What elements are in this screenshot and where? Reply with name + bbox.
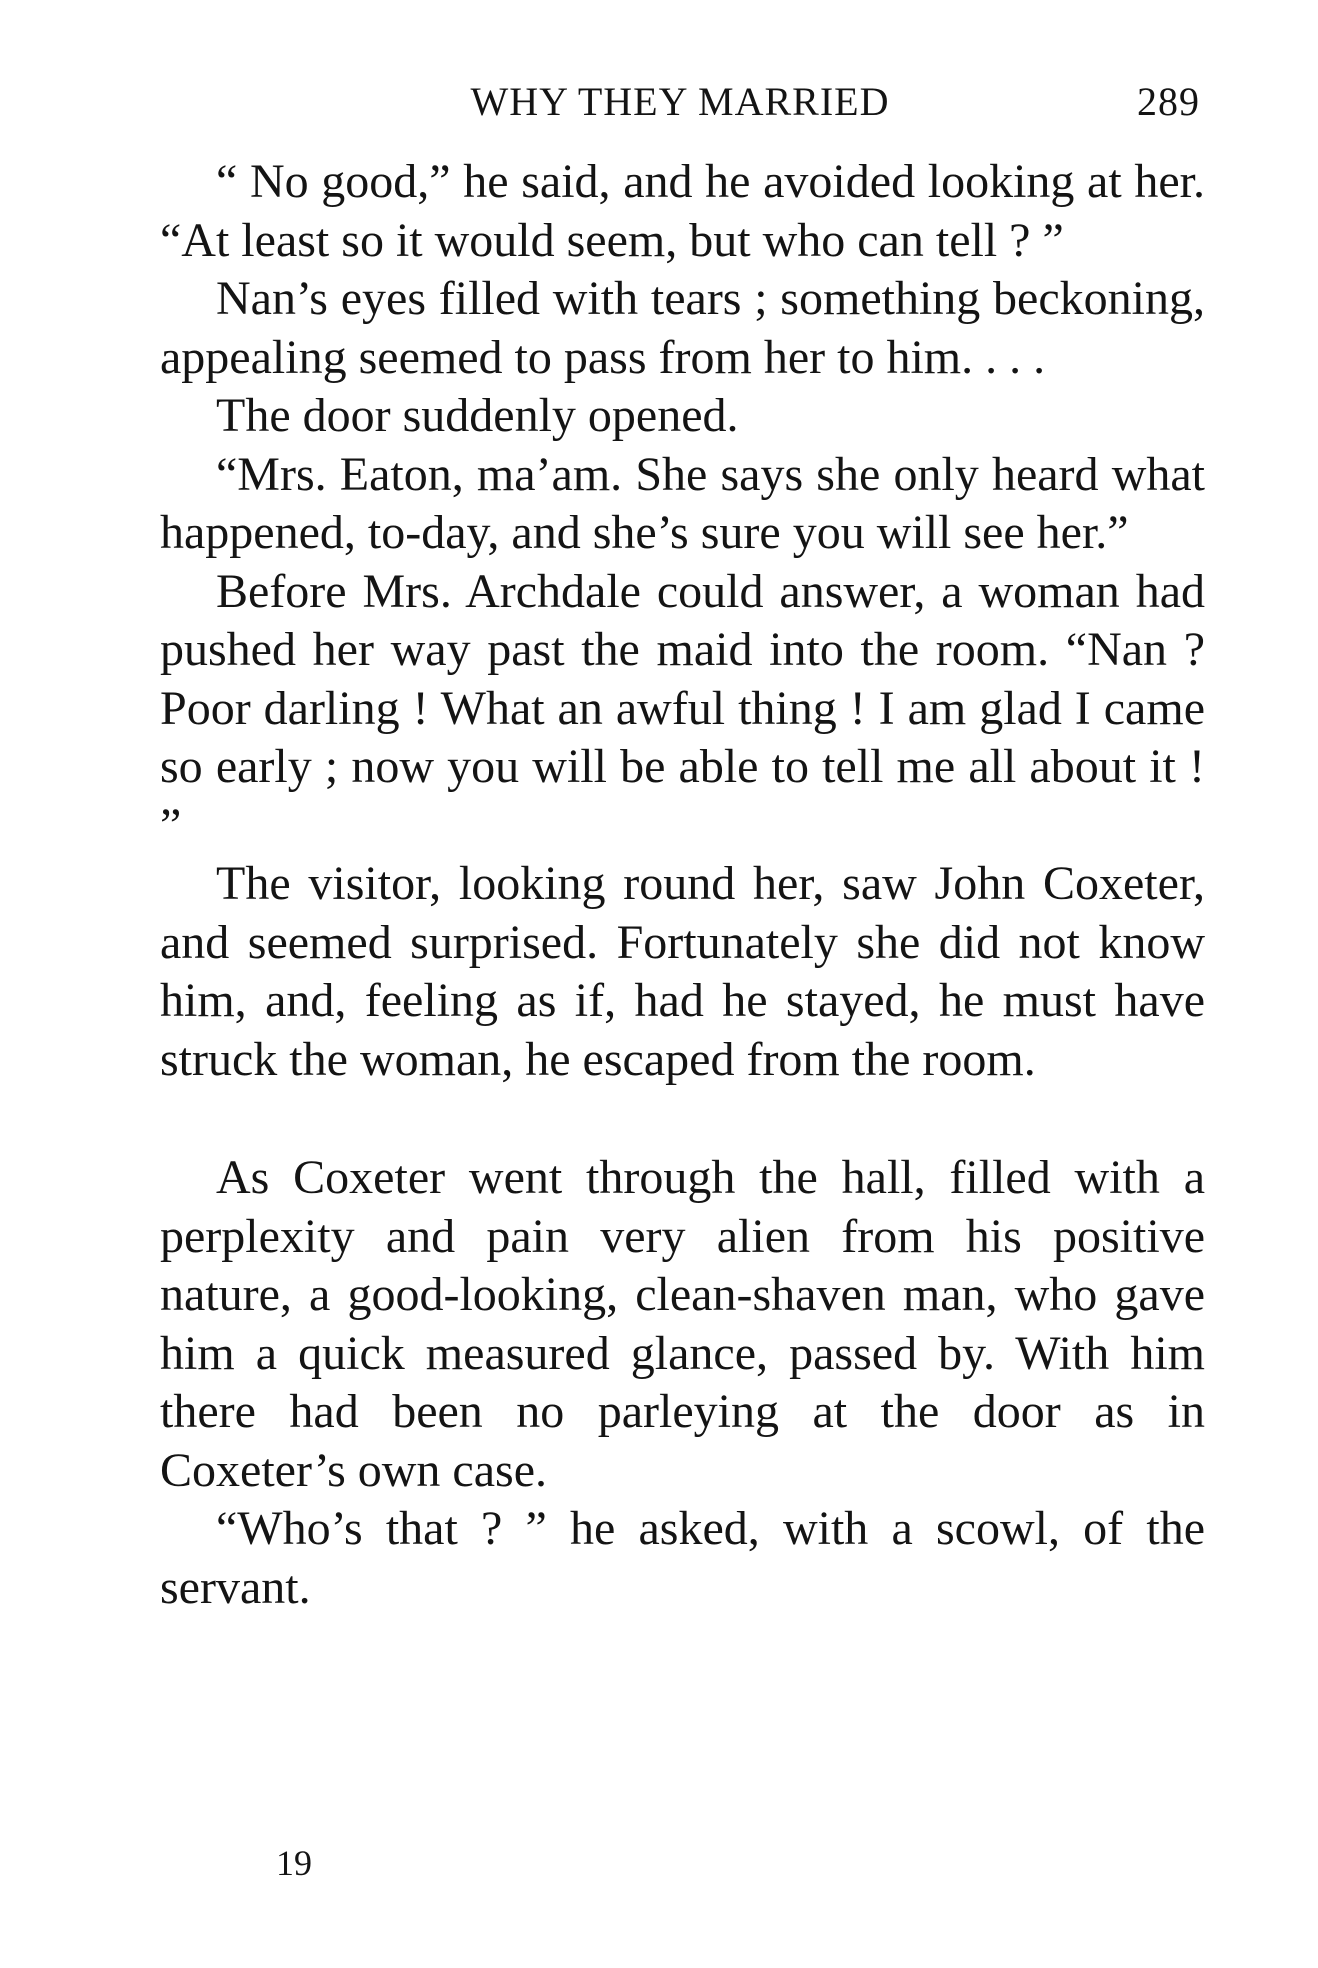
paragraph: The visitor, looking round her, saw John Coxeter, and seemed surprised. Fortunately she did not know him, and, feeling as if, had he stayed, he must have struck the woman, he escaped from the room.: [160, 857, 1205, 1086]
running-header: [160, 78, 1200, 134]
running-title: WHY THEY MARRIED: [470, 79, 890, 124]
paragraph: “ No good,” he said, and he avoided looking at her. “At least so it would seem, but who can tell ? ”: [160, 155, 1205, 267]
paragraph: The door suddenly opened.: [216, 389, 739, 442]
paragraph: “Who’s that ? ” he asked, with a scowl, of the servant.: [160, 1502, 1205, 1614]
paragraph: “Mrs. Eaton, ma’am. She says she only heard what happened, to-day, and she’s sure you will see her.”: [160, 447, 1205, 559]
paragraph: As Coxeter went through the hall, filled with a perplexity and pain very alien from his positive nature, a good-looking, clean-shaven man, who gave him a quick measured glance, passed by. With him there had been no parleying at the door as in Coxeter’s own case.: [160, 1151, 1205, 1497]
signature-mark: 19: [276, 1843, 312, 1883]
paragraph: Before Mrs. Archdale could answer, a woman had pushed her way past the maid into the room. “Nan ? Poor darling ! What an awful thing ! I am glad I came so early ; now you will be able to tell me all about it ! ”: [160, 564, 1205, 852]
page-number: 289: [1137, 79, 1200, 124]
section-break: [160, 1089, 1205, 1149]
paragraph: Nan’s eyes filled with tears ; something beckoning, appealing seemed to pass from her to him. . . .: [160, 272, 1205, 384]
body-text: [160, 153, 1205, 1617]
